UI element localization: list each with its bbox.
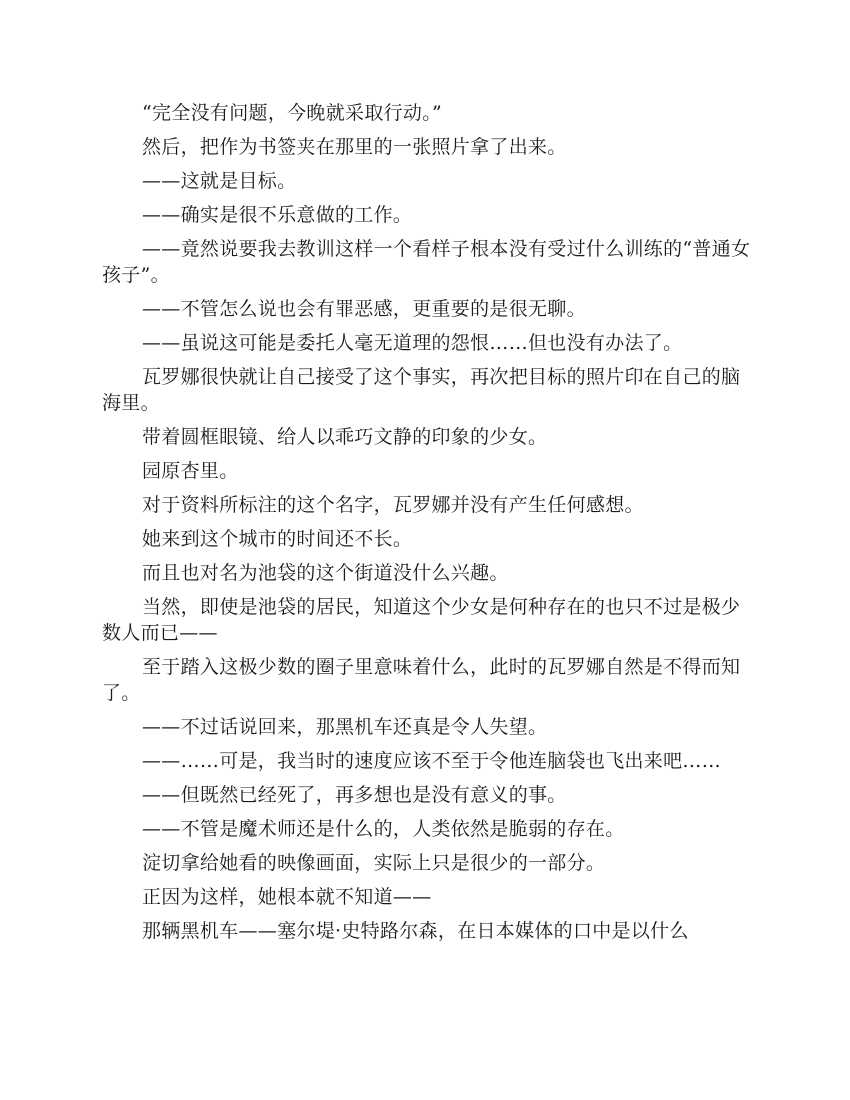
paragraph: 当然，即使是池袋的居民，知道这个少女是何种存在的也只不过是极少数人而已——: [102, 596, 741, 644]
paragraph: 然后，把作为书签夹在那里的一张照片拿了出来。: [142, 136, 567, 158]
paragraph: 那辆黑机车——塞尔堤·史特路尔森，在日本媒体的口中是以什么: [142, 920, 689, 942]
paragraph: ——不管怎么说也会有罪恶感，更重要的是很无聊。: [142, 298, 586, 320]
paragraph: “完全没有问题，今晚就采取行动。”: [142, 102, 443, 124]
paragraph: ——确实是很不乐意做的工作。: [142, 204, 413, 226]
paragraph: ——竟然说要我去教训这样一个看样子根本没有受过什么训练的“普通女孩子”。: [102, 238, 751, 286]
paragraph: 淀切拿给她看的映像画面，实际上只是很少的一部分。: [142, 852, 606, 874]
paragraph: 她来到这个城市的时间还不长。: [142, 528, 413, 550]
paragraph: ——……可是，我当时的速度应该不至于令他连脑袋也飞出来吧……: [142, 750, 722, 772]
paragraph: 带着圆框眼镜、给人以乖巧文静的印象的少女。: [142, 426, 548, 448]
paragraph: ——但既然已经死了，再多想也是没有意义的事。: [142, 784, 567, 806]
paragraph: 正因为这样，她根本就不知道——: [142, 886, 432, 908]
paragraph: 而且也对名为池袋的这个街道没什么兴趣。: [142, 562, 509, 584]
paragraph: 对于资料所标注的这个名字，瓦罗娜并没有产生任何感想。: [142, 494, 644, 516]
paragraph: 至于踏入这极少数的圈子里意味着什么，此时的瓦罗娜自然是不得而知了。: [102, 656, 741, 704]
paragraph: 瓦罗娜很快就让自己接受了这个事实，再次把目标的照片印在自己的脑海里。: [102, 366, 741, 414]
body-text: [102, 100, 752, 952]
paragraph: ——不管是魔术师还是什么的，人类依然是脆弱的存在。: [142, 818, 625, 840]
paragraph: ——不过话说回来，那黑机车还真是令人失望。: [142, 716, 548, 738]
paragraph: ——虽说这可能是委托人毫无道理的怨恨……但也没有办法了。: [142, 332, 683, 354]
paragraph: 园原杏里。: [142, 460, 239, 482]
paragraph: ——这就是目标。: [142, 170, 297, 192]
